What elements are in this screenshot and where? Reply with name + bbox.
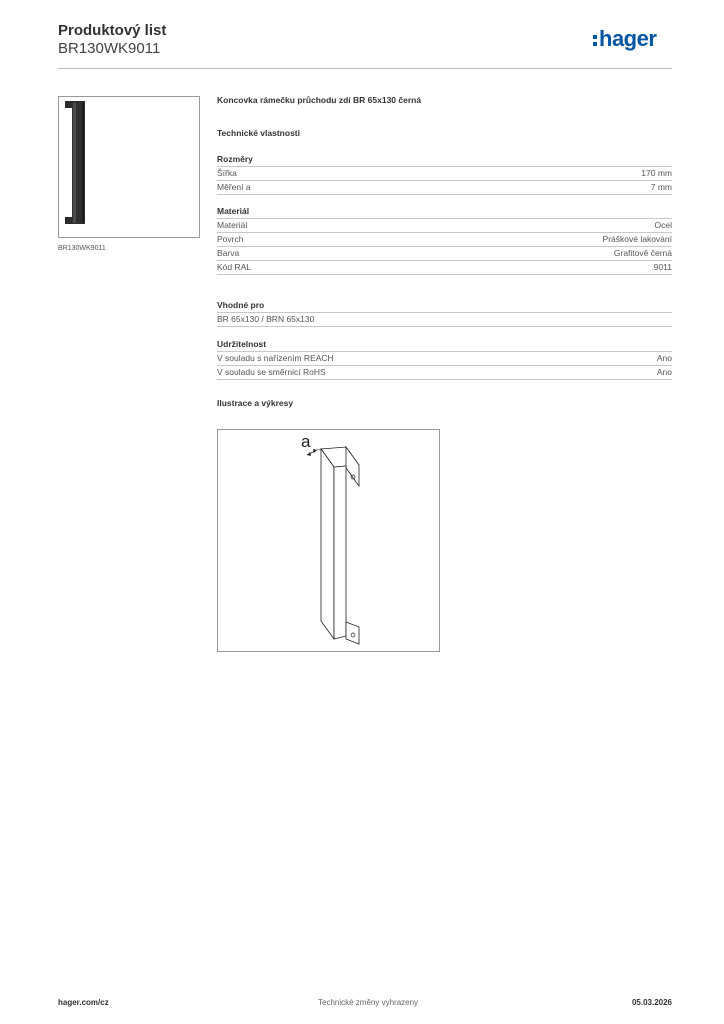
product-image bbox=[58, 96, 200, 238]
spec-label: BR 65x130 / BRN 65x130 bbox=[217, 314, 315, 324]
document-title: Produktový list bbox=[58, 22, 167, 39]
section-heading-suitable: Vhodné pro bbox=[217, 300, 265, 310]
spec-row bbox=[217, 351, 672, 365]
footer-date: 05.03.2026 bbox=[631, 998, 672, 1007]
spec-row bbox=[217, 166, 672, 180]
drawing-svg bbox=[218, 430, 439, 651]
suitable-table bbox=[217, 312, 672, 327]
spec-label: Kód RAL bbox=[217, 262, 252, 272]
section-heading-dimensions: Rozměry bbox=[217, 154, 253, 164]
spec-label: Šířka bbox=[217, 168, 237, 178]
spec-value: Ocel bbox=[654, 220, 672, 230]
spec-value: Práškové lakování bbox=[602, 234, 672, 244]
dimensions-table bbox=[217, 166, 672, 195]
spec-row bbox=[217, 246, 672, 260]
spec-value: 170 mm bbox=[641, 168, 672, 178]
arrow-icon bbox=[307, 452, 311, 456]
footer-notice: Technické změny vyhrazeny bbox=[318, 998, 419, 1007]
dimension-label: a bbox=[301, 432, 311, 451]
logo-text: hager bbox=[599, 26, 657, 51]
technical-heading: Technické vlastnosti bbox=[217, 128, 300, 138]
sustainability-table bbox=[217, 351, 672, 380]
spec-label: Povrch bbox=[217, 234, 244, 244]
material-table bbox=[217, 218, 672, 275]
profile-front bbox=[334, 466, 346, 639]
profile-side bbox=[321, 449, 334, 639]
product-photo bbox=[59, 97, 199, 237]
spec-row bbox=[217, 232, 672, 246]
spec-row bbox=[217, 312, 672, 327]
spec-value: Ano bbox=[656, 367, 672, 377]
section-heading-sustainability: Udržitelnost bbox=[217, 339, 267, 349]
spec-row bbox=[217, 260, 672, 275]
footer-website: hager.com/cz bbox=[58, 998, 109, 1007]
top-tab bbox=[346, 447, 359, 486]
product-specs bbox=[217, 95, 672, 408]
spec-value: Grafitově černá bbox=[613, 248, 672, 258]
spec-row bbox=[217, 218, 672, 232]
product-description: Koncovka rámečku průchodu zdí BR 65x130 černá bbox=[217, 95, 422, 105]
product-code: BR130WK9011 bbox=[58, 40, 161, 57]
hager-logo bbox=[593, 28, 656, 50]
logo-dots-icon bbox=[593, 35, 597, 46]
spec-label: Materiál bbox=[217, 220, 248, 230]
spec-label: V souladu se směrnicí RoHS bbox=[217, 367, 326, 377]
spec-row bbox=[217, 180, 672, 195]
spec-value: 7 mm bbox=[650, 182, 672, 192]
spec-value: 9011 bbox=[653, 262, 672, 272]
thumb-caption: BR130WK9011 bbox=[58, 245, 106, 252]
illustration-heading: Ilustrace a výkresy bbox=[217, 398, 294, 408]
spec-row bbox=[217, 365, 672, 380]
spec-label: Měření a bbox=[217, 182, 251, 192]
section-heading-material: Materiál bbox=[217, 206, 250, 216]
arrow-icon bbox=[313, 449, 317, 453]
technical-drawing bbox=[217, 429, 440, 652]
header-divider bbox=[58, 68, 672, 69]
spec-value: Ano bbox=[656, 353, 672, 363]
spec-label: Barva bbox=[217, 248, 240, 258]
spec-label: V souladu s nařízením REACH bbox=[217, 353, 334, 363]
